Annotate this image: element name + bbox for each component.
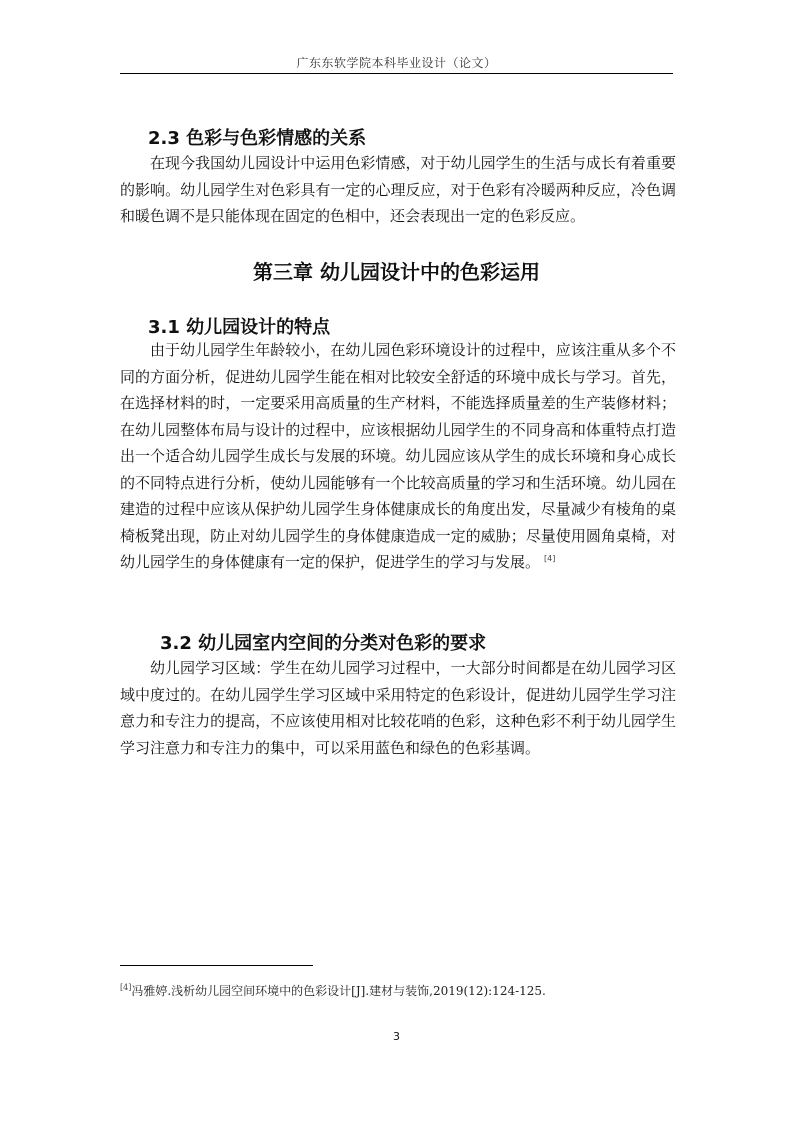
footnote-divider	[120, 965, 313, 966]
header-divider	[120, 73, 673, 74]
section-2-3-paragraph: 在现今我国幼儿园设计中运用色彩情感，对于幼儿园学生的生活与成长有着重要的影响。幼儿园学生对色彩具有一定的心理反应，对于色彩有冷暖两种反应，冷色调和暖色调不是只能体现在固定的色相中，还会表现出一定的色彩反应。	[120, 154, 676, 225]
chapter-3-title: 第三章 幼儿园设计中的色彩运用	[253, 260, 540, 284]
section-3-2-paragraph: 幼儿园学习区域：学生在幼儿园学习过程中，一大部分时间都是在幼儿园学习区域中度过的。在幼儿园学生学习区域中采用特定的色彩设计，促进幼儿园学生学习注意力和专注力的提高，不应该使用相对比较花哨的色彩，这种色彩不利于幼儿园学生学习注意力和专注力的集中，可以采用蓝色和绿色的色彩基调。	[120, 659, 676, 757]
footnote	[120, 982, 680, 999]
section-2-3-heading: 2.3 色彩与色彩情感的关系	[148, 128, 367, 149]
page-number: 3	[393, 1030, 400, 1043]
citation-marker: [4]	[544, 554, 556, 563]
page-header-title: 广东东软学院本科毕业设计（论文）	[296, 56, 497, 70]
section-3-1-heading: 3.1 幼儿园设计的特点	[148, 317, 331, 338]
footnote-marker: [4]	[120, 983, 132, 992]
section-3-2-heading: 3.2 幼儿园室内空间的分类对色彩的要求	[160, 633, 487, 654]
footnote-text: 冯雅婷.浅析幼儿园空间环境中的色彩设计[J].建材与装饰,2019(12):124-125.	[131, 984, 546, 998]
section-3-1-paragraph	[120, 337, 676, 576]
section-3-1-text: 由于幼儿园学生年龄较小，在幼儿园色彩环境设计的过程中，应该注重从多个不同的方面分析，促进幼儿园学生能在相对比较安全舒适的环境中成长与学习。首先，在选择材料的时，一定要采用高质量的生产材料，不能选择质量差的生产装修材料；在幼儿园整体布局与设计的过程中，应该根据幼儿园学生的不同身高和体重特点打造出一个适合幼儿园学生成长与发展的环境。幼儿园应该从学生的成长环境和身心成长的不同特点进行分析，使幼儿园能够有一个比较高质量的学习和生活环境。幼儿园在建造的过程中应该从保护幼儿园学生身体健康成长的角度出发，尽量减少有棱角的桌椅板凳出现，防止对幼儿园学生的身体健康造成一定的威胁；尽量使用圆角桌椅，对幼儿园学生的身体健康有一定的保护，促进学生的学习与发展。	[120, 341, 676, 571]
